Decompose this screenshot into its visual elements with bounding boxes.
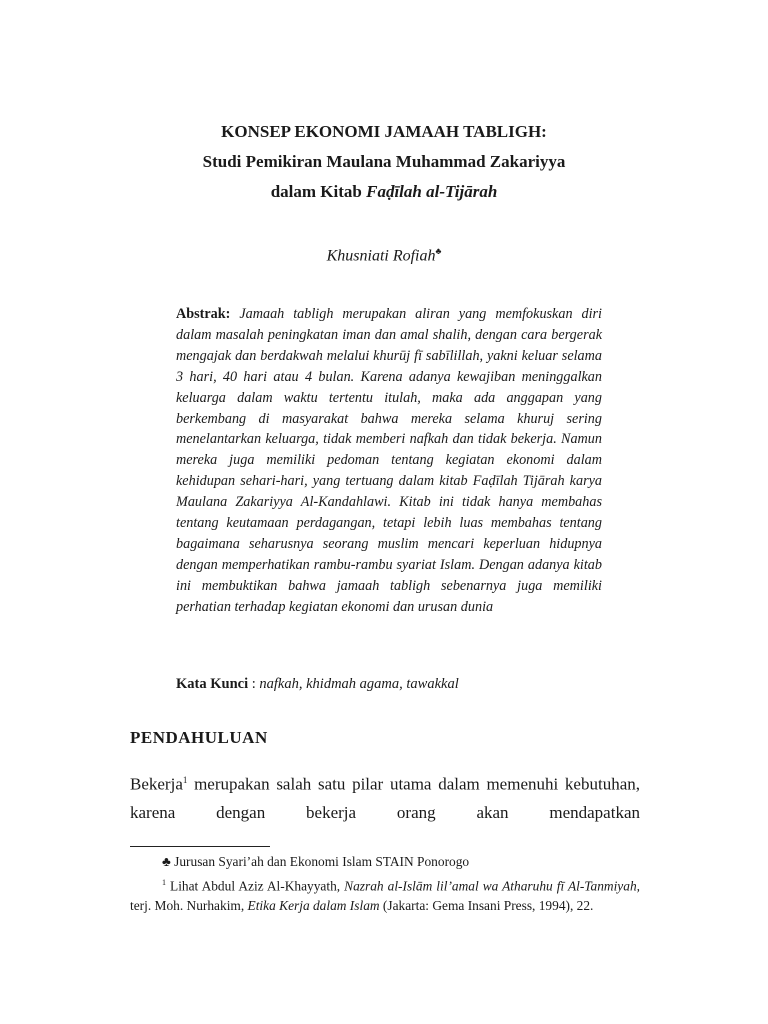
footnotes — [130, 852, 640, 917]
title-line-2: Studi Pemikiran Maulana Muhammad Zakariyya — [202, 152, 566, 171]
abstract-text: Jamaah tabligh merupakan aliran yang memfokuskan diri dalam masalah peningkatan iman dan amal shalih, dengan cara bergerak mengajak dan berdakwah melalui khurūj fī sabīlillah, yakni keluar selama 3 hari, 40 hari atau 4 bulan. Karena adanya kewajiban meninggalkan keluarga dalam waktu tertentu itulah, maka ada anggapan yang berkembang di masyarakat bahwa mereka selama khuruj sering menelantarkan keluarga, tidak memberi nafkah dan tidak bekerja. Namun mereka juga memiliki pedoman tentang kegiatan ekonomi dalam kehidupan sehari-hari, yang tertuang dalam kitab Faḍīlah Tijārah karya Maulana Zakariyya Al-Kandahlawi. Kitab ini tidak hanya membahas tentang keutamaan perdagangan, tetapi lebih luas membahas tentang bagaimana seharusnya seorang muslim mencari keperluan hidupnya dengan memperhatikan rambu-rambu syariat Islam. Dengan adanya kitab ini membuktikan bahwa jamaah tabligh sebenarnya juga memiliki perhatian terhadap kegiatan ekonomi dan urusan dunia — [176, 306, 602, 615]
keywords-separator: : — [248, 676, 260, 692]
title-line-3-prefix: dalam Kitab — [270, 182, 367, 201]
footnote-1-part-e: (Jakarta: Gema Insani Press, 1994), 22. — [379, 898, 594, 914]
title-line-3-italic: Faḍīlah al-Tijārah — [366, 182, 498, 201]
abstract — [176, 304, 602, 618]
title-line-3 — [0, 177, 768, 207]
body-paragraph-start: Bekerja — [130, 774, 183, 794]
footnote-divider — [130, 846, 270, 847]
footnote-1-title-italic: Nazrah al-Islām lil’amal wa Atharuhu fī Al-Tanmiyah, — [344, 877, 640, 893]
body-paragraph-rest: merupakan salah satu pilar utama dalam memenuhi kebutuhan, karena dengan bekerja orang akan mendapatkan — [130, 774, 640, 822]
author-name-text: Khusniati Rofiah — [326, 247, 436, 265]
section-heading: PENDAHULUAN — [130, 728, 268, 747]
author-footnote-marker: ♣ — [435, 246, 442, 256]
footnote-1-marker: 1 — [162, 877, 166, 887]
keywords-label: Kata Kunci — [176, 676, 249, 692]
footnote-1-part-c: terj. Moh. Nurhakim, — [130, 898, 248, 914]
abstract-label: Abstrak: — [176, 306, 231, 322]
author-name — [0, 246, 768, 265]
title-line-1: KONSEP EKONOMI JAMAAH TABLIGH: — [221, 122, 547, 141]
footnote-affiliation-marker: ♣ — [162, 854, 171, 869]
article-title — [0, 117, 768, 207]
body-paragraph — [130, 766, 640, 827]
footnote-affiliation-text: Jurusan Syari’ah dan Ekonomi Islam STAIN Ponorogo — [170, 854, 470, 869]
footnote-1 — [130, 873, 640, 917]
footnote-1-part-a: Lihat Abdul Aziz Al-Khayyath, — [166, 877, 345, 893]
footnote-1-translation-italic: Etika Kerja dalam Islam — [247, 898, 380, 914]
keywords — [176, 676, 602, 693]
footnote-ref-1[interactable]: 1 — [182, 775, 188, 785]
footnote-affiliation — [130, 852, 640, 873]
keywords-text: nafkah, khidmah agama, tawakkal — [259, 676, 459, 692]
